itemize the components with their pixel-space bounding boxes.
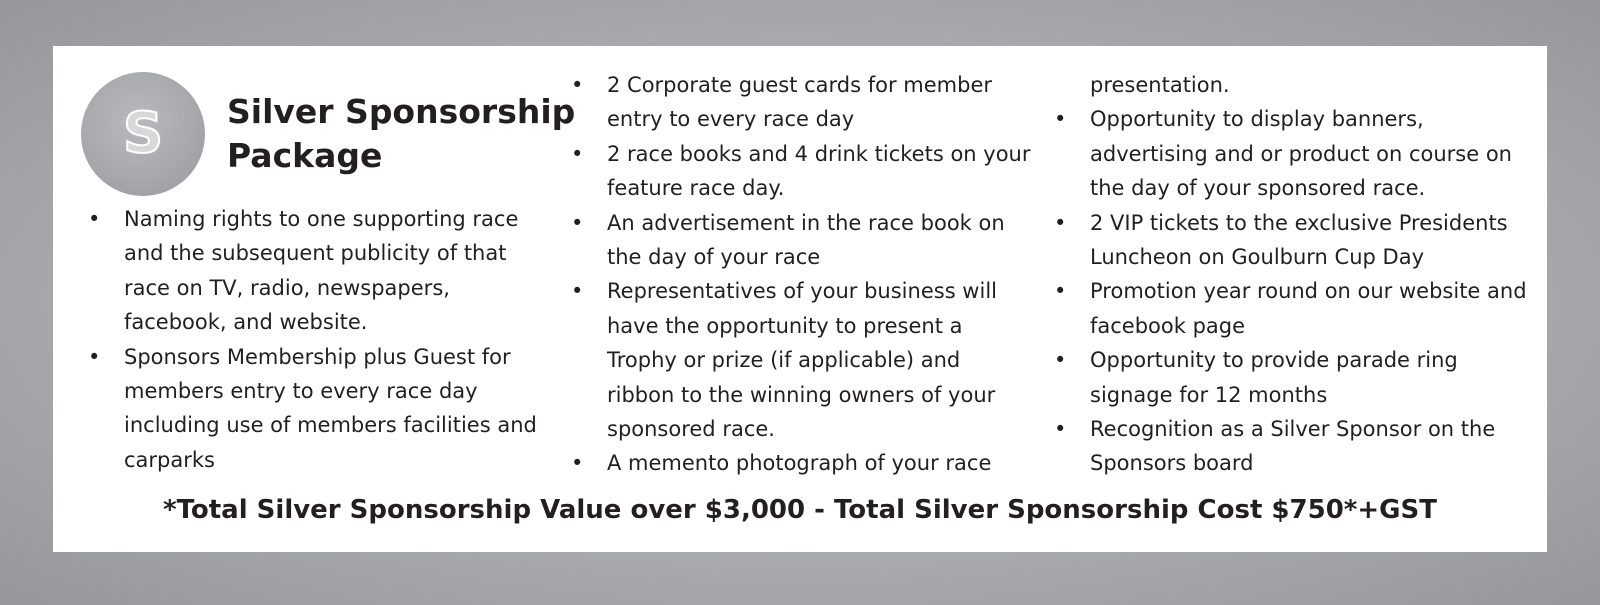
benefits-column-2 <box>571 68 1031 481</box>
benefit-item: • Representatives of your business will have the opportunity to present a Trophy or prize (if applicable) and ribbon to the winning owners of your sponsored race. <box>571 274 1031 446</box>
benefit-item: • Promotion year round on our website and facebook page <box>1054 274 1544 343</box>
benefit-item: • An advertisement in the race book on the day of your race <box>571 206 1031 275</box>
benefit-item-continuation: presentation. <box>1090 73 1230 97</box>
benefit-item: • 2 race books and 4 drink tickets on your feature race day. <box>571 137 1031 206</box>
package-title-line2: Package <box>227 136 383 175</box>
badge-letter: S <box>122 101 164 166</box>
benefit-item: • 2 VIP tickets to the exclusive Presidents Luncheon on Goulburn Cup Day <box>1054 206 1544 275</box>
silver-badge-icon <box>81 72 205 196</box>
benefit-item: • Naming rights to one supporting race and the subsequent publicity of that race on TV, radio, newspapers, facebook, and website. <box>88 202 548 340</box>
benefit-item: • Sponsors Membership plus Guest for members entry to every race day including use of members facilities and carparks <box>88 340 548 478</box>
benefit-item: • Recognition as a Silver Sponsor on the Sponsors board <box>1054 412 1544 481</box>
benefits-column-1 <box>88 202 548 477</box>
benefit-item: • Opportunity to provide parade ring signage for 12 months <box>1054 343 1544 412</box>
benefit-item: • A memento photograph of your race <box>571 446 1031 480</box>
benefits-column-3 <box>1054 68 1544 481</box>
benefit-item: • Opportunity to display banners, advertising and or product on course on the day of your sponsored race. <box>1054 102 1544 205</box>
package-title <box>227 90 577 178</box>
benefit-item: • 2 Corporate guest cards for member entry to every race day <box>571 68 1031 137</box>
total-value-summary: *Total Silver Sponsorship Value over $3,000 - Total Silver Sponsorship Cost $750*+GST <box>163 495 1437 525</box>
sponsorship-card <box>53 46 1547 552</box>
package-title-line1: Silver Sponsorship <box>227 92 576 131</box>
